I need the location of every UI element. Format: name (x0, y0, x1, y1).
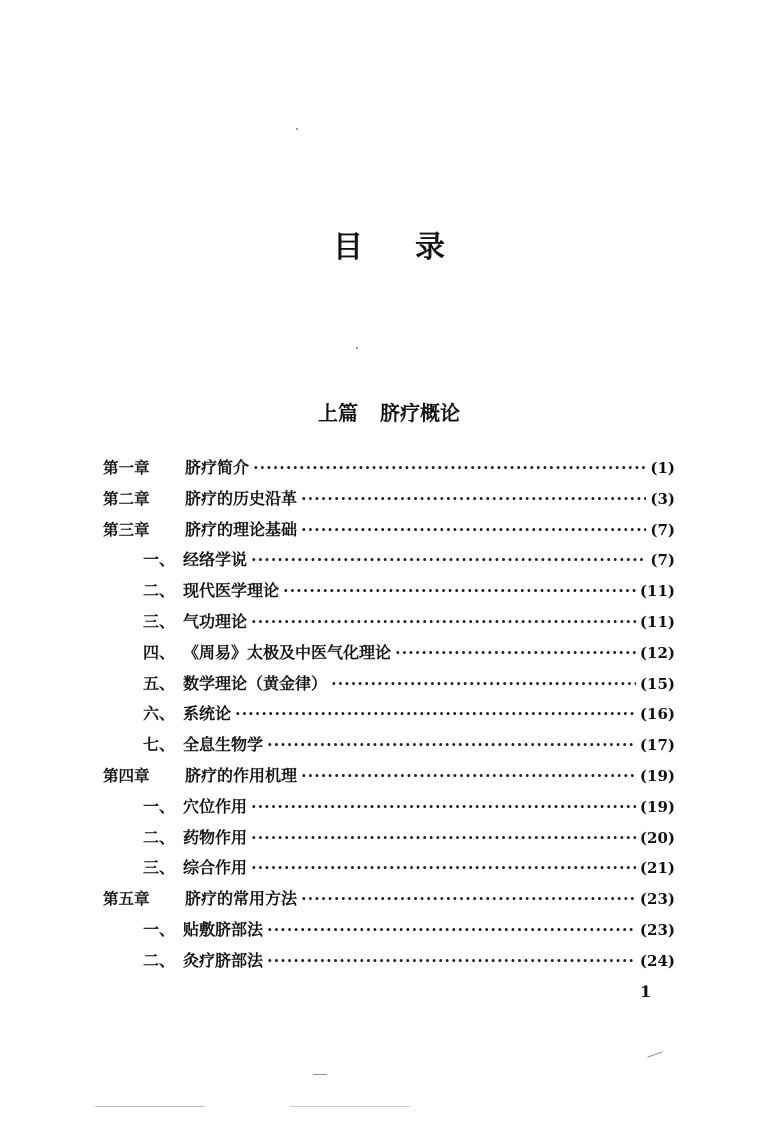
toc-entry-page: (19) (639, 766, 675, 785)
toc-entry-label: 第一章 (103, 459, 150, 477)
page-number: 1 (640, 982, 652, 1001)
toc-leader-dots (267, 920, 636, 939)
toc-entry-title: 综合作用 (183, 858, 248, 878)
toc-entry-title: 灸疗脐部法 (183, 950, 264, 970)
toc-entry-label: 四、 (143, 642, 176, 662)
toc-entry-title: 现代医学理论 (183, 581, 280, 601)
toc-chapter-entry (103, 486, 675, 517)
toc-entry-label: 一、 (143, 796, 176, 816)
toc-entry-page: (20) (639, 828, 675, 847)
toc-section-entry (103, 609, 675, 640)
toc-entry-page: (23) (639, 920, 675, 939)
toc-leader-dots (235, 704, 636, 723)
toc-section-entry (103, 825, 675, 856)
toc-section-entry (103, 855, 675, 886)
toc-entry-title: 系统论 (183, 704, 232, 724)
toc-leader-dots (251, 550, 646, 569)
toc-section-entry (103, 547, 675, 578)
toc-entry-page: (24) (639, 951, 675, 970)
scan-edge (290, 1106, 410, 1107)
toc-section-entry (103, 948, 675, 979)
toc-entry-title: 脐疗简介 (185, 458, 250, 477)
toc-entry-page: (1) (650, 459, 675, 477)
toc-entry-page: (16) (639, 705, 675, 724)
toc-leader-dots (251, 797, 636, 816)
toc-entry-page: (12) (639, 643, 675, 662)
toc-entry-page: (11) (639, 612, 675, 631)
toc-entry-page: (19) (639, 797, 675, 816)
toc-entry-page: (21) (639, 859, 675, 878)
title-char-2: 录 (415, 230, 445, 265)
toc-section-entry (103, 640, 675, 671)
part-name: 脐疗概论 (380, 401, 460, 425)
toc-entry-page: (3) (650, 489, 675, 508)
toc-entry-title: 《周易》太极及中医气化理论 (183, 642, 392, 662)
toc-entry-label: 第三章 (103, 520, 150, 539)
scan-edge (95, 1106, 205, 1107)
toc-entry-title: 全息生物学 (183, 735, 264, 755)
toc-leader-dots (301, 766, 636, 785)
part-label: 上篇 (318, 401, 358, 425)
toc-section-entry (103, 917, 675, 948)
table-of-contents (103, 455, 675, 979)
toc-leader-dots (251, 612, 636, 631)
toc-leader-dots (301, 489, 646, 508)
toc-entry-title: 脐疗的理论基础 (185, 519, 298, 539)
toc-leader-dots (251, 828, 636, 847)
toc-entry-label: 第五章 (103, 890, 150, 909)
scan-speck (647, 1051, 662, 1057)
toc-entry-label: 一、 (143, 919, 176, 939)
toc-leader-dots (301, 889, 636, 908)
scan-speck (356, 347, 358, 349)
page-title (0, 222, 778, 266)
scan-speck (296, 128, 298, 130)
toc-chapter-entry (103, 763, 675, 794)
toc-entry-label: 五、 (143, 673, 176, 693)
title-char-1: 目 (333, 230, 363, 265)
toc-entry-label: 二、 (143, 827, 176, 847)
toc-leader-dots (301, 520, 646, 539)
toc-chapter-entry (103, 517, 675, 548)
toc-entry-label: 一、 (143, 550, 176, 570)
part-heading (0, 397, 778, 426)
toc-entry-page: (23) (639, 890, 675, 909)
scan-speck (313, 1074, 327, 1075)
toc-entry-title: 脐疗的历史沿革 (185, 488, 298, 508)
toc-entry-title: 数学理论（黄金律） (183, 673, 328, 693)
toc-entry-page: (17) (639, 736, 675, 755)
toc-entry-title: 药物作用 (183, 827, 248, 847)
toc-entry-title: 经络学说 (183, 550, 248, 570)
toc-entry-label: 三、 (143, 858, 176, 878)
toc-entry-title: 脐疗的常用方法 (185, 889, 298, 909)
toc-entry-title: 气功理论 (183, 611, 248, 631)
toc-section-entry (103, 578, 675, 609)
toc-entry-page: (11) (639, 582, 675, 601)
toc-entry-label: 七、 (143, 735, 176, 755)
toc-section-entry (103, 794, 675, 825)
toc-entry-label: 第四章 (103, 766, 150, 785)
toc-entry-page: (15) (639, 674, 675, 693)
toc-leader-dots (331, 674, 636, 693)
toc-entry-label: 二、 (143, 581, 176, 601)
toc-section-entry (103, 701, 675, 732)
toc-entry-label: 三、 (143, 611, 176, 631)
toc-chapter-entry (103, 886, 675, 917)
toc-leader-dots (395, 643, 636, 662)
toc-entry-title: 穴位作用 (183, 796, 248, 816)
toc-chapter-entry (103, 455, 675, 486)
toc-leader-dots (283, 581, 636, 600)
toc-entry-title: 脐疗的作用机理 (185, 765, 298, 785)
toc-section-entry (103, 671, 675, 702)
toc-entry-label: 六、 (143, 704, 176, 724)
toc-leader-dots (253, 458, 646, 477)
toc-entry-title: 贴敷脐部法 (183, 919, 264, 939)
toc-entry-label: 二、 (143, 950, 176, 970)
toc-entry-page: (7) (650, 551, 675, 570)
toc-section-entry (103, 732, 675, 763)
toc-leader-dots (267, 735, 636, 754)
toc-entry-label: 第二章 (103, 489, 150, 508)
toc-leader-dots (251, 858, 636, 877)
toc-leader-dots (267, 951, 636, 970)
toc-entry-page: (7) (650, 520, 675, 539)
